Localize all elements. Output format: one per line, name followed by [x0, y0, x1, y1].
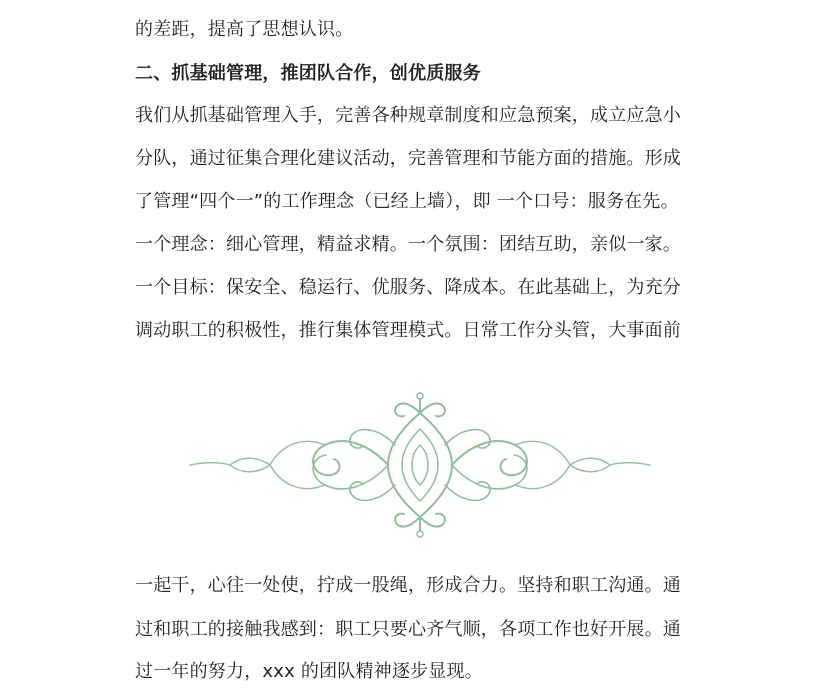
paragraph-line: 一个理念：细心管理，精益求精。一个氛围：团结互助，亲似一家。 — [135, 234, 681, 255]
paragraph-line: 了管理“四个一”的工作理念（已经上墙），即 一个口号：服务在先。 — [135, 191, 679, 212]
paragraph-line: 过和职工的接触我感到：职工只要心齐气顺，各项工作也好开展。通 — [135, 619, 681, 640]
paragraph-line: 我们从抓基础管理入手，完善各种规章制度和应急预案，成立应急小 — [135, 105, 681, 126]
paragraph-line: 分队，通过征集合理化建议活动，完善管理和节能方面的措施。形成 — [135, 148, 681, 169]
paragraph-line: 过一年的努力，xxx 的团队精神逐步显现。 — [135, 661, 483, 682]
section-heading: 二、抓基础管理，推团队合作，创优质服务 — [135, 63, 481, 84]
scroll-divider-ornament-icon — [0, 385, 840, 545]
paragraph-line: 的差距，提高了思想认识。 — [135, 19, 354, 40]
paragraph-line: 一个目标：保安全、稳运行、优服务、降成本。在此基础上，为充分 — [135, 277, 681, 298]
paragraph-line: 调动职工的积极性，推行集体管理模式。日常工作分头管，大事面前 — [135, 320, 681, 341]
paragraph-line: 一起干，心往一处使，拧成一股绳，形成合力。坚持和职工沟通。通 — [135, 575, 681, 596]
